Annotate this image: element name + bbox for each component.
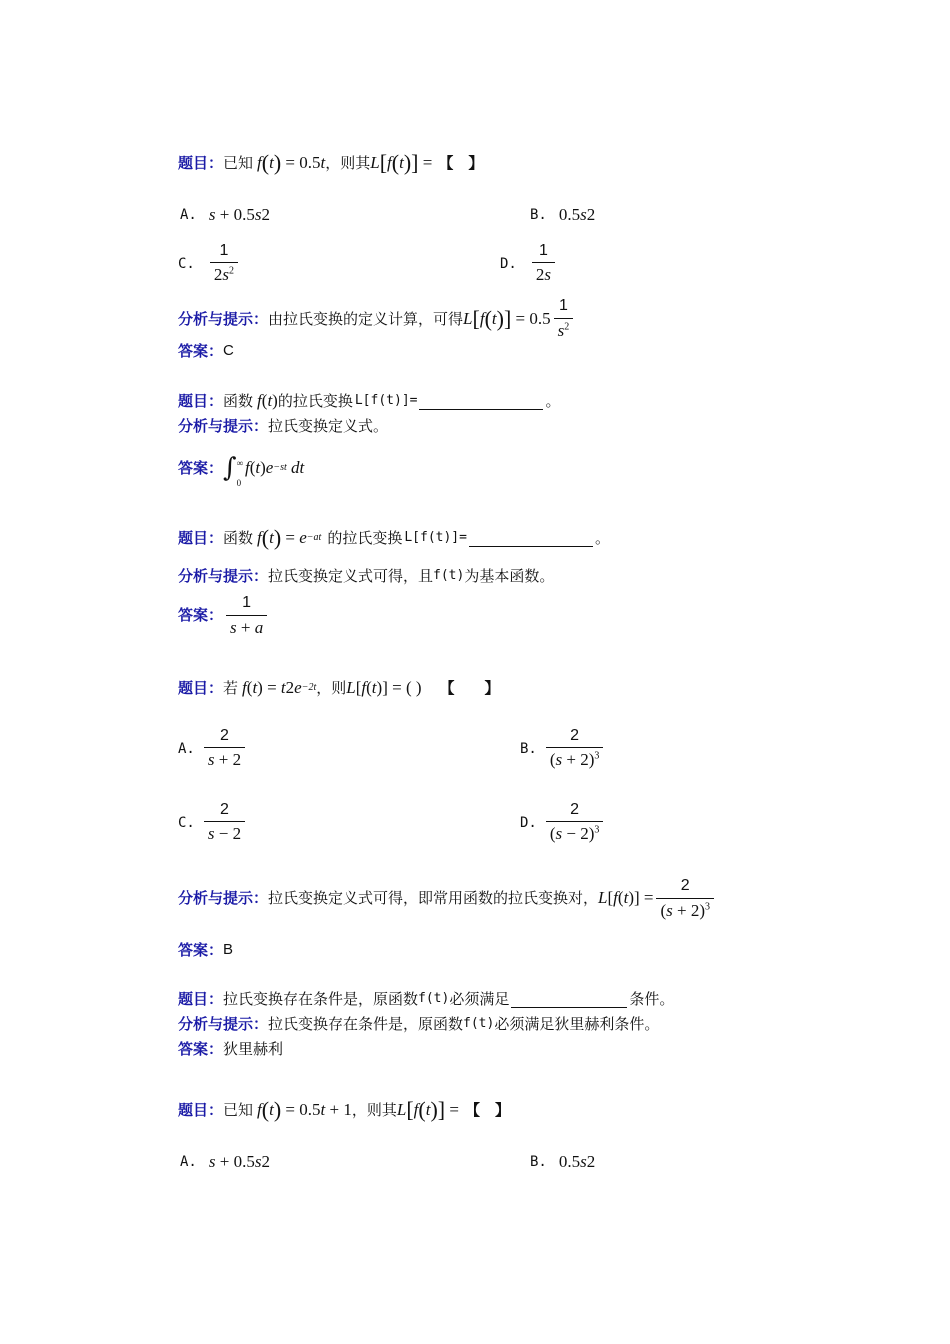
blank-line[interactable] — [419, 393, 543, 410]
q4-option-a[interactable]: A. $\frac{2}{s + 2}$ — [178, 727, 248, 770]
q3-answer: 答案： $\frac{1}{s + a}$ — [178, 594, 270, 636]
q1-question: 题目： 已知 f ( t ) = 0.5 t ，则其 L [ f ( t )] = 【 】 — [178, 150, 484, 175]
answer-bracket: 【 】 — [438, 154, 484, 172]
q2-hint: 分析与提示： 拉氏变换定义式。 — [178, 417, 389, 435]
q4-option-c[interactable]: C. $\frac{2}{s - 2}$ — [178, 801, 248, 844]
q1-answer: 答案： C — [178, 342, 234, 360]
q6-option-b[interactable]: B. 0.5 s 2 — [530, 1152, 596, 1171]
q3-question: 题目： 函数 f ( t ) = e −at 的拉氏变换 L[f(t)]= 。 — [178, 525, 610, 550]
q6-question: 题目： 已知 f ( t ) = 0.5 t + 1 ，则其 L [ f ( t )] = 【 】 — [178, 1097, 510, 1122]
q1-option-a[interactable]: A. s + 0.5 s 2 — [180, 205, 270, 224]
q2-question: 题目： 函数 f ( t ) 的拉氏变换 L[f(t)]= 。 — [178, 391, 561, 410]
q1-option-c[interactable]: C. $\frac{1}{2s^2}$ — [178, 242, 241, 285]
answer-label: 答案： — [178, 342, 224, 360]
q4-option-b[interactable]: B. $\frac{2}{(s + 2)^3}$ — [520, 727, 606, 770]
question-label: 题目： — [178, 154, 224, 172]
q5-hint: 分析与提示： 拉氏变换存在条件是，原函数 f(t) 必须满足狄里赫利条件。 — [178, 1015, 660, 1033]
q3-hint: 分析与提示： 拉氏变换定义式可得，且 f(t) 为基本函数。 — [178, 567, 555, 585]
q1-hint: 分析与提示： 由拉氏变换的定义计算，可得 L [ f ( t )] = 0.5 $\frac{1}{s^2}$ — [178, 296, 576, 341]
q5-answer: 答案： 狄里赫利 — [178, 1040, 284, 1058]
q5-question: 题目： 拉氏变换存在条件是，原函数 f(t) 必须满足 条件。 — [178, 990, 675, 1008]
q2-answer: 答案： ∫ ∞ 0 f ( t ) e −st dt — [178, 453, 305, 488]
q4-hint: 分析与提示： 拉氏变换定义式可得，即常用函数的拉氏变换对， L [ f ( t )] = $\frac{2}{(s + 2)^3}$ — [178, 875, 717, 921]
q1-option-d[interactable]: D. $\frac{1}{2s}$ — [500, 242, 558, 285]
q4-question: 题目： 若 f ( t ) = t 2 e −2t ，则 L [ f ( t )] = ( ) 【 】 — [178, 678, 500, 697]
q4-answer: 答案： B — [178, 941, 234, 959]
hint-label: 分析与提示： — [178, 309, 269, 328]
q1-option-b[interactable]: B. 0.5 s 2 — [530, 205, 596, 224]
q4-option-d[interactable]: D. $\frac{2}{(s - 2)^3}$ — [520, 801, 606, 844]
formula: f — [257, 153, 262, 172]
blank-line[interactable] — [469, 530, 593, 547]
q6-option-a[interactable]: A. s + 0.5 s 2 — [180, 1152, 270, 1171]
blank-line[interactable] — [511, 991, 627, 1008]
